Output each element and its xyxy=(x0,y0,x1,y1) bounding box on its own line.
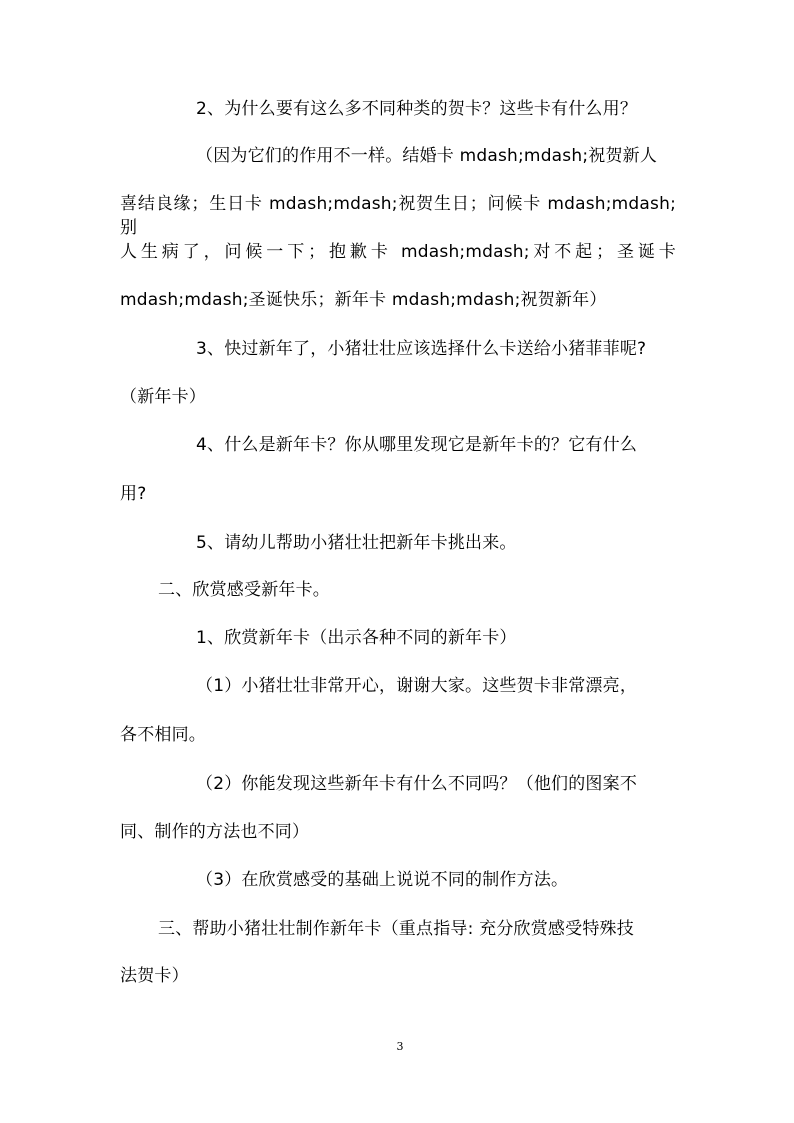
text-line-4: 人生病了，问候一下；抱歉卡 mdash;mdash;对不起；圣诞卡 xyxy=(120,242,676,262)
text-line-17: （3）在欣赏感受的基础上说说不同的制作方法。 xyxy=(196,870,569,890)
text-line-9: 用? xyxy=(120,484,147,504)
text-line-12: 1、欣赏新年卡（出示各种不同的新年卡） xyxy=(196,628,517,648)
text-line-19: 法贺卡） xyxy=(120,966,189,986)
text-line-10: 5、请幼儿帮助小猪壮壮把新年卡挑出来。 xyxy=(196,533,517,553)
text-line-3: 喜结良缘；生日卡 mdash;mdash;祝贺生日；问候卡 mdash;mdash;别 xyxy=(120,194,676,238)
section-heading-2: 二、欣赏感受新年卡。 xyxy=(158,580,330,600)
text-line-1: 2、为什么要有这么多不同种类的贺卡？这些卡有什么用？ xyxy=(196,99,638,119)
page-number: 3 xyxy=(396,1040,404,1053)
text-line-8: 4、什么是新年卡？你从哪里发现它是新年卡的？它有什么 xyxy=(196,435,638,455)
text-line-14: 各不相同。 xyxy=(120,725,206,745)
text-line-6: 3、快过新年了，小猪壮壮应该选择什么卡送给小猪菲菲呢? xyxy=(196,339,647,359)
text-line-2: （因为它们的作用不一样。结婚卡 mdash;mdash;祝贺新人 xyxy=(196,146,658,166)
text-line-7: （新年卡） xyxy=(120,387,206,407)
section-heading-3: 三、帮助小猪壮壮制作新年卡（重点指导: 充分欣赏感受特殊技 xyxy=(158,919,634,939)
text-line-13: （1）小猪壮壮非常开心，谢谢大家。这些贺卡非常漂亮， xyxy=(196,676,638,696)
text-line-16: 同、制作的方法也不同） xyxy=(120,822,310,842)
text-line-5: mdash;mdash;圣诞快乐；新年卡 mdash;mdash;祝贺新年） xyxy=(120,290,607,310)
text-line-15: （2）你能发现这些新年卡有什么不同吗？（他们的图案不 xyxy=(196,774,638,794)
